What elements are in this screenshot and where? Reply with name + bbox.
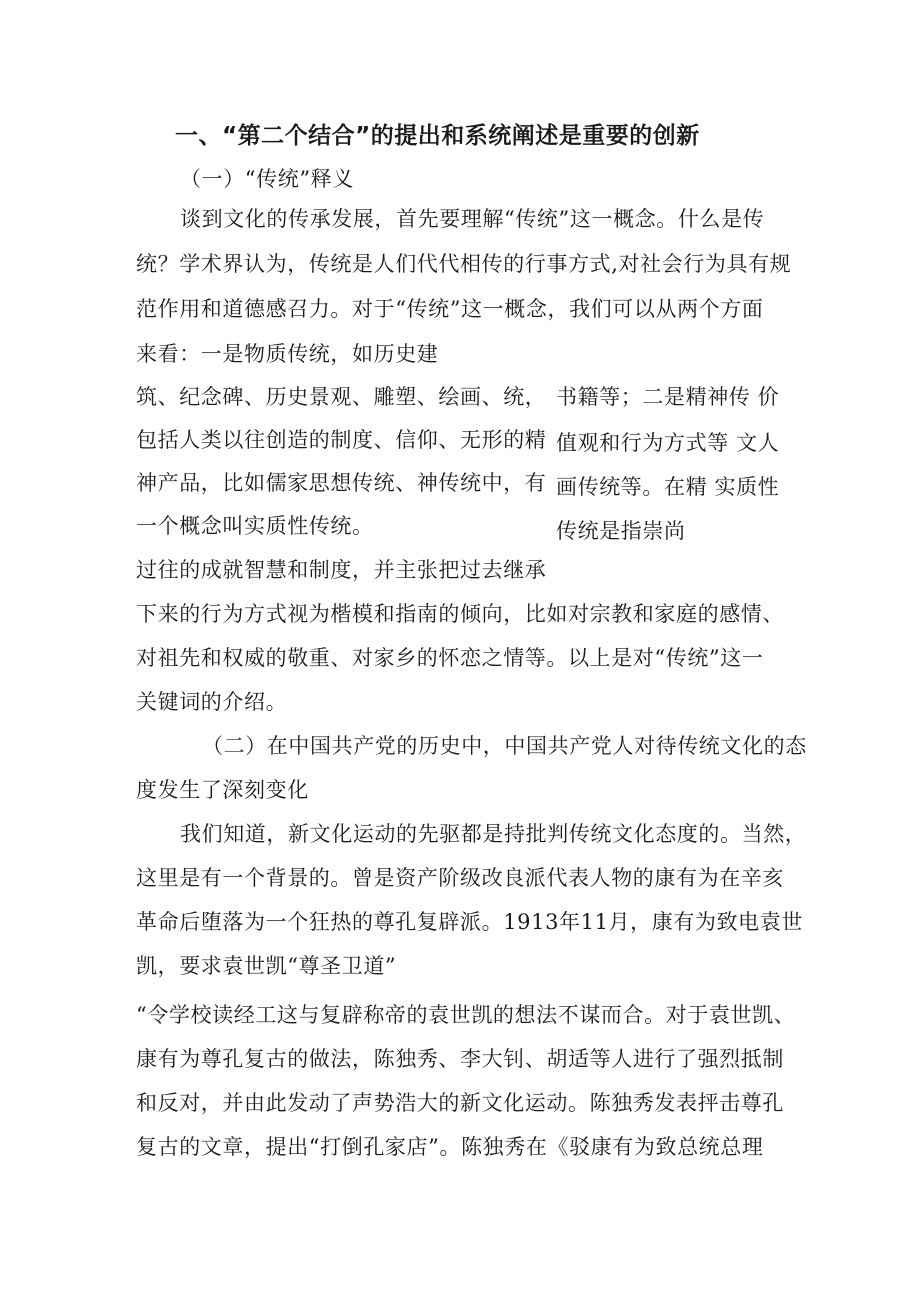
right-column-line: 值观和行为方式等 文人 [556, 431, 780, 455]
left-column-line: 一个概念叫实质性传统。 [136, 514, 374, 538]
paragraph-line: 范作用和道德感召力。对于“传统”这一概念，我们可以从两个方面 [136, 297, 764, 321]
main-heading: 一、“第二个结合”的提出和系统阐述是重要的创新 [175, 123, 700, 149]
paragraph-line: 我们知道，新文化运动的先驱都是持批判传统文化态度的。当然， [180, 822, 807, 846]
paragraph-line: 过往的成就智慧和制度，并主张把过去继承 [136, 558, 547, 582]
left-column-line: 神产品，比如儒家思想传统、神传统中，有 [136, 471, 547, 495]
left-column-line: 包括人类以往创造的制度、信仰、无形的精 [136, 428, 547, 452]
paragraph-line: 凯，要求袁世凯“尊圣卫道” [136, 954, 397, 978]
paragraph-line: 康有为尊孔复古的做法，陈独秀、李大钊、胡适等人进行了强烈抵制 [136, 1047, 784, 1071]
left-column-line: 筑、纪念碑、历史景观、雕塑、绘画、统， [136, 385, 547, 409]
section2-title: （二）在中国共产党的历史中，中国共产党人对待传统文化的态 [202, 734, 807, 758]
paragraph-line: 统？学术界认为，传统是人们代代相传的行事方式,对社会行为具有规 [136, 252, 792, 276]
paragraph-line: 革命后堕落为一个狂热的尊孔复辟派。1913年11月，康有为致电袁世 [136, 910, 803, 934]
paragraph-line: 下来的行为方式视为楷模和指南的倾向，比如对宗教和家庭的感情、 [136, 602, 784, 626]
paragraph-line: 复古的文章，提出“打倒孔家店”。陈独秀在《驳康有为致总统总理 [136, 1135, 764, 1159]
paragraph-line: 关键词的介绍。 [136, 690, 288, 714]
right-column-line: 传统是指崇尚 [556, 519, 686, 543]
paragraph-line: 来看：一是物质传统，如历史建 [136, 342, 439, 366]
section1-title: （一）“传统”释义 [180, 167, 354, 191]
paragraph-line: 这里是有一个背景的。曾是资产阶级改良派代表人物的康有为在辛亥 [136, 866, 784, 890]
section2-title: 度发生了深刻变化 [136, 778, 309, 802]
paragraph-line: 对祖先和权威的敬重、对家乡的怀恋之情等。以上是对“传统”这一 [136, 646, 764, 670]
paragraph-line: 谈到文化的传承发展，首先要理解“传统”这一概念。什么是传 [180, 207, 765, 231]
paragraph-line: 和反对，并由此发动了声势浩大的新文化运动。陈独秀发表抨击尊孔 [136, 1091, 784, 1115]
right-column-line: 画传统等。在精 实质性 [556, 475, 780, 499]
right-column-line: 书籍等；二是精神传 价 [556, 385, 780, 409]
paragraph-line: “令学校读经工这与复辟称帝的袁世凯的想法不谋而合。对于袁世凯、 [136, 1003, 796, 1027]
